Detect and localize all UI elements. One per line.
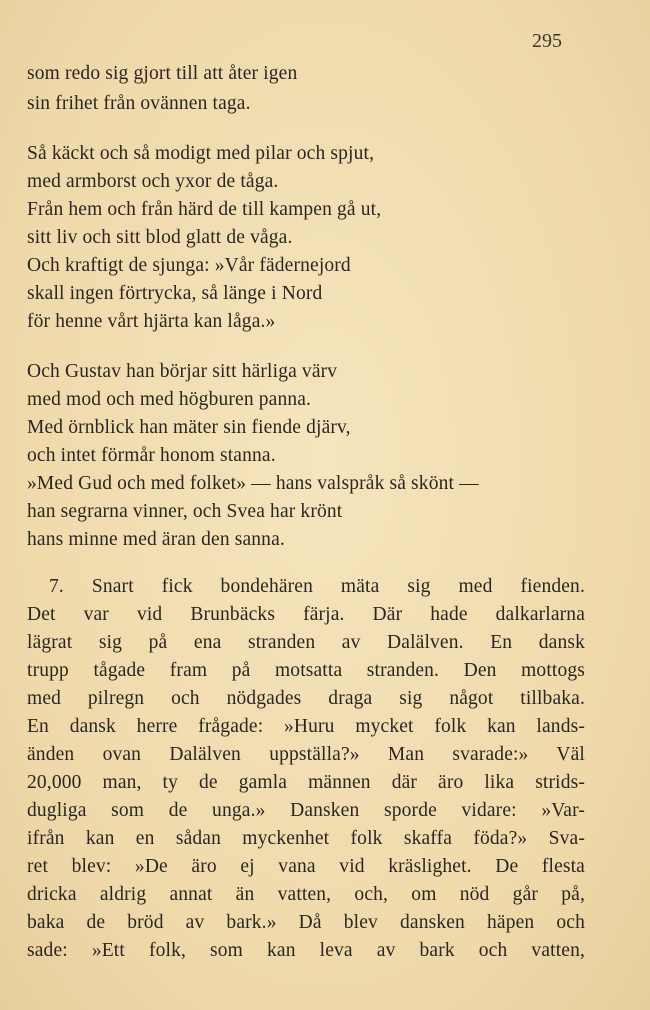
paragraph-line: trupp tågade fram på motsatta stranden. Den mottogs [27,660,585,681]
paragraph-line: baka de bröd av bark.» Då blev dansken häpen och [27,912,585,933]
paragraph-line: 7. Snart fick bondehären mäta sig med fienden. [49,576,585,597]
poem-line: skall ingen förtrycka, så länge i Nord [27,283,323,304]
paragraph-line: 20,000 man, ty de gamla männen där äro lika strids- [27,772,585,793]
poem-line: sin frihet från ovännen taga. [27,93,251,114]
paragraph-line: dugliga som de unga.» Dansken sporde vidare: »Var- [27,800,585,821]
poem-line: sitt liv och sitt blod glatt de våga. [27,227,293,248]
poem-line: för henne vårt hjärta kan låga.» [27,311,276,332]
paragraph-line: ret blev: »De äro ej vana vid kräslighet. De flesta [27,856,585,877]
poem-line: Och Gustav han börjar sitt härliga värv [27,361,338,382]
poem-line: han segrarna vinner, och Svea har krönt [27,501,343,522]
paragraph-line: Det var vid Brunbäcks färja. Där hade dalkarlarna [27,604,585,625]
poem-line: Med örnblick han mäter sin fiende djärv, [27,417,351,438]
page-number: 295 [532,30,562,52]
poem-line: med mod och med högburen panna. [27,389,312,410]
paragraph-line: sade: »Ett folk, som kan leva av bark och vatten, [27,940,585,961]
paragraph-line: änden ovan Dalälven uppställa?» Man svarade:» Väl [27,744,585,765]
poem-line: och intet förmår honom stanna. [27,445,276,466]
paragraph-line: ifrån kan en sådan myckenhet folk skaffa föda?» Sva- [27,828,585,849]
poem-line: Från hem och från härd de till kampen gå ut, [27,199,382,220]
paragraph-line: lägrat sig på ena stranden av Dalälven. En dansk [27,632,585,653]
poem-line: som redo sig gjort till att åter igen [27,63,298,84]
paragraph-line: En dansk herre frågade: »Huru mycket folk kan lands- [27,716,585,737]
paragraph-line: dricka aldrig annat än vatten, och, om nöd går på, [27,884,585,905]
poem-line: Och kraftigt de sjunga: »Vår fädernejord [27,255,351,276]
poem-line: »Med Gud och med folket» — hans valspråk så skönt — [27,473,479,494]
poem-line: hans minne med äran den sanna. [27,529,285,550]
poem-line: Så käckt och så modigt med pilar och spjut, [27,143,375,164]
paragraph-line: med pilregn och nödgades draga sig något tillbaka. [27,688,585,709]
poem-line: med armborst och yxor de tåga. [27,171,279,192]
